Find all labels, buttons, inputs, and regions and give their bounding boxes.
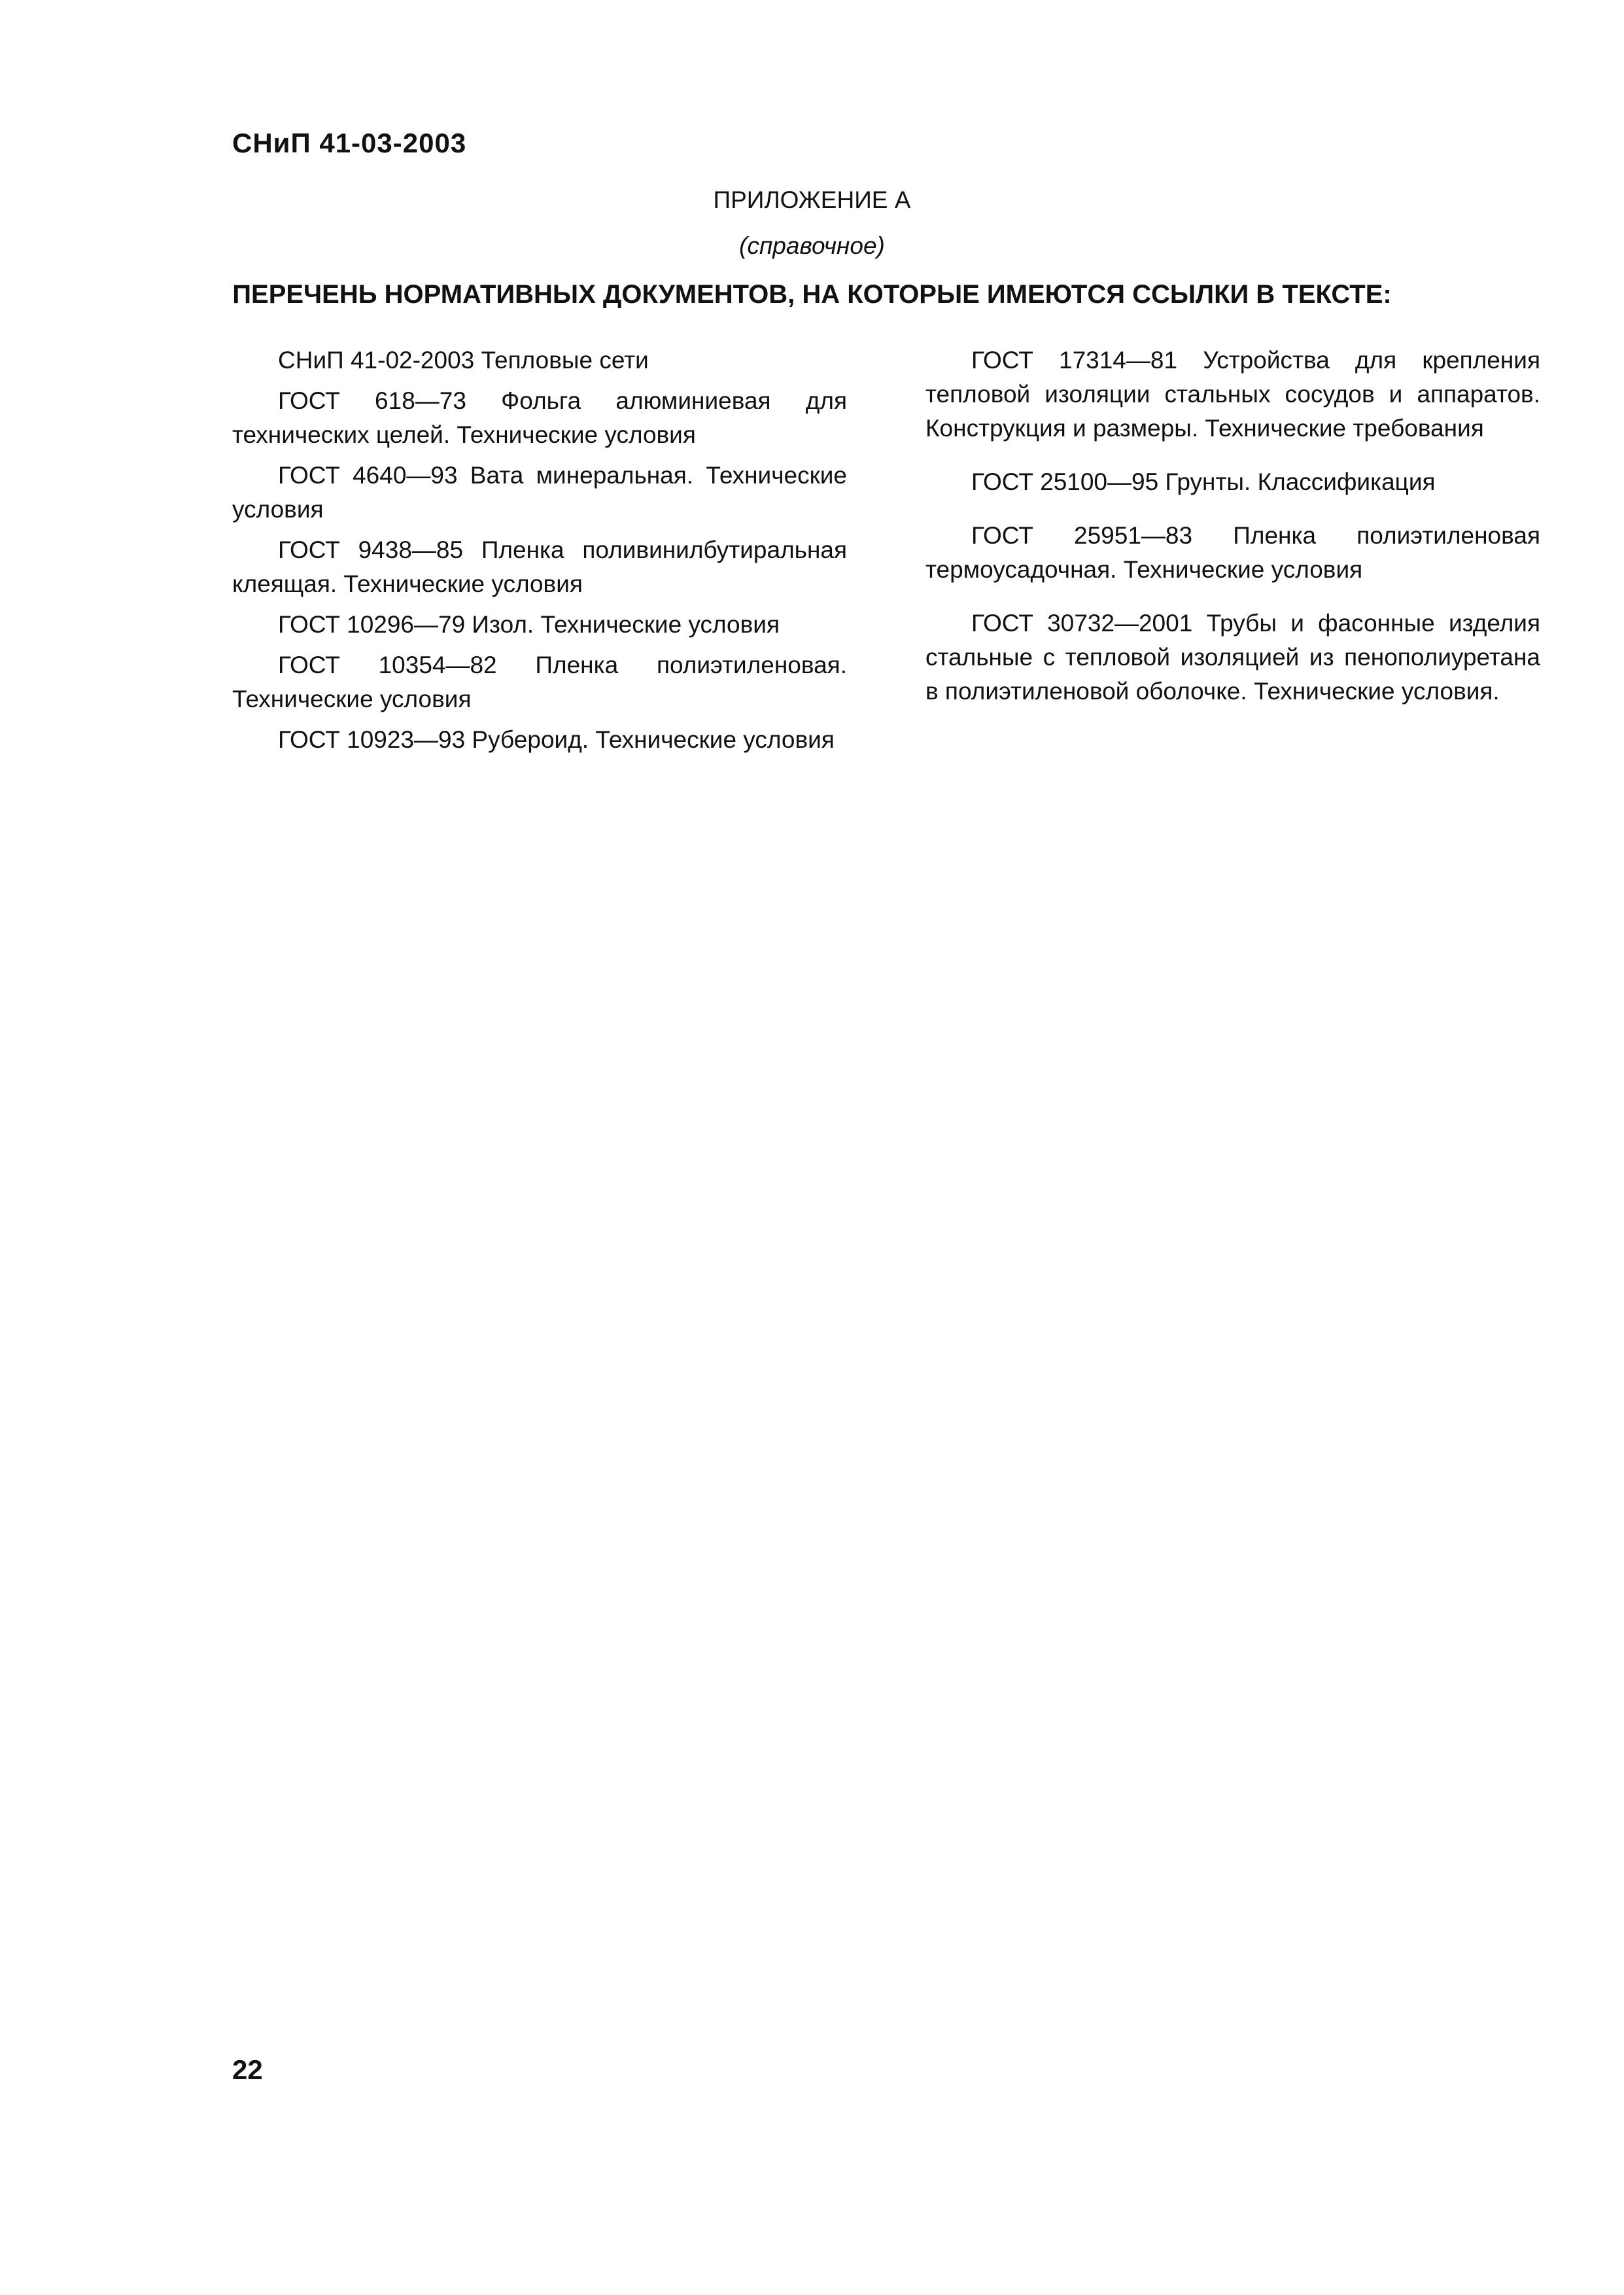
reference-item: ГОСТ 10296—79 Изол. Технические условия	[278, 611, 780, 638]
appendix-label: ПРИЛОЖЕНИЕ А	[713, 186, 911, 213]
reference-item: ГОСТ 10354—82 Пленка полиэтиленовая. Технические условия	[232, 652, 847, 712]
reference-list-title: ПЕРЕЧЕНЬ НОРМАТИВНЫХ ДОКУМЕНТОВ, НА КОТОРЫЕ ИМЕЮТСЯ ССЫЛКИ В ТЕКСТЕ:	[232, 280, 1392, 309]
reference-item: ГОСТ 4640—93 Вата минеральная. Технические условия	[232, 462, 847, 523]
reference-item: ГОСТ 25951—83 Пленка полиэтиленовая термоусадочная. Технические условия	[925, 522, 1540, 583]
reference-item: ГОСТ 618—73 Фольга алюминиевая для технических целей. Технические условия	[232, 387, 847, 448]
reference-item: ГОСТ 25100—95 Грунты. Классификация	[971, 468, 1436, 495]
reference-list-right-column	[925, 343, 1540, 728]
reference-item: ГОСТ 30732—2001 Трубы и фасонные изделия стальные с тепловой изоляцией из пенополиуретана в полиэтиленовой оболочке. Технические условия.	[925, 610, 1540, 705]
reference-item: СНиП 41-02-2003 Тепловые сети	[278, 347, 649, 374]
appendix-type: (справочное)	[739, 232, 885, 259]
document-code: СНиП 41-03-2003	[232, 128, 467, 158]
reference-list-left-column	[232, 343, 847, 763]
reference-item: ГОСТ 9438—85 Пленка поливинилбутиральная клеящая. Технические условия	[232, 536, 847, 597]
reference-item: ГОСТ 10923—93 Рубероид. Технические условия	[278, 726, 835, 753]
page-number: 22	[232, 2054, 263, 2085]
reference-item: ГОСТ 17314—81 Устройства для крепления тепловой изоляции стальных сосудов и аппаратов. Конструкция и размеры. Технические требования	[925, 347, 1540, 442]
